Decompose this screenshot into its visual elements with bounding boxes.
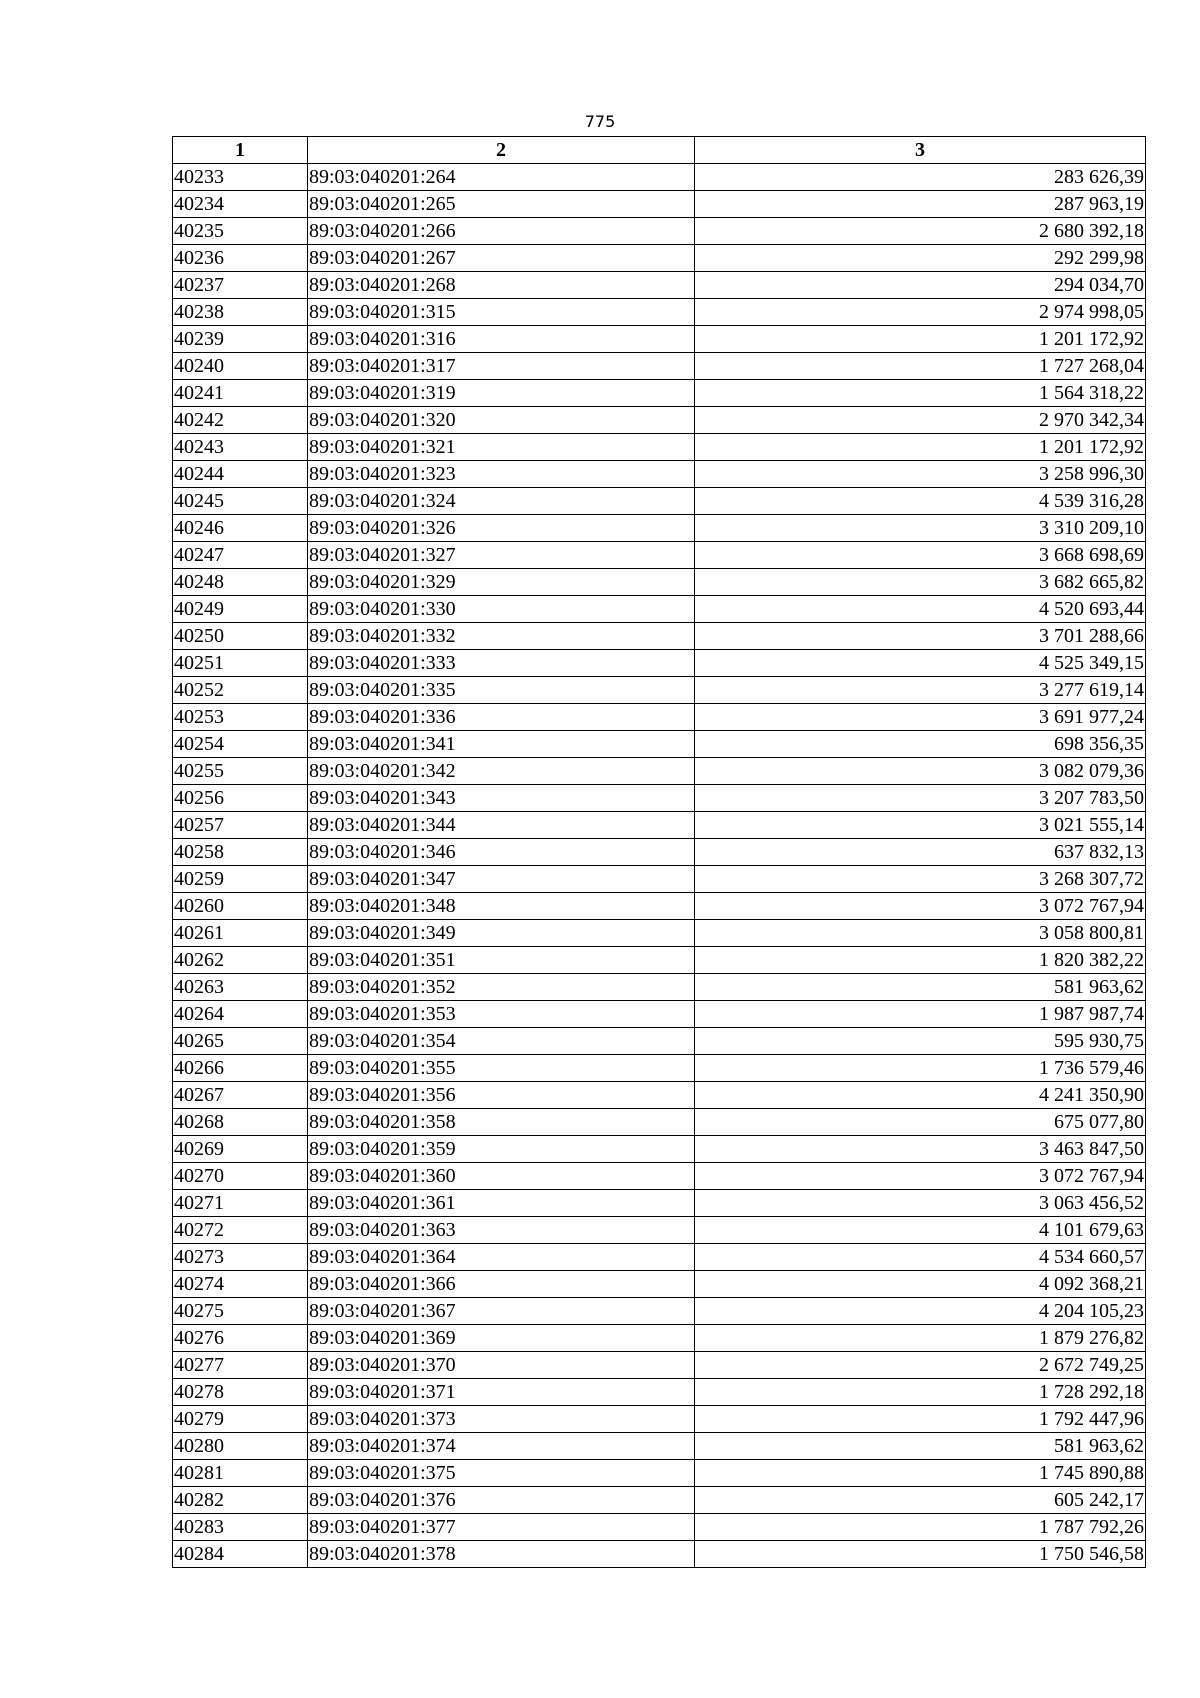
row-number-cell: 40271 <box>173 1190 308 1217</box>
row-number-cell: 40278 <box>173 1379 308 1406</box>
row-number-cell: 40259 <box>173 866 308 893</box>
cadastral-number-cell: 89:03:040201:323 <box>308 461 695 488</box>
cadastral-value-cell: 698 356,35 <box>695 731 1146 758</box>
row-number-cell: 40239 <box>173 326 308 353</box>
column-header-3: 3 <box>695 137 1146 164</box>
cadastral-value-cell: 3 668 698,69 <box>695 542 1146 569</box>
cadastral-number-cell: 89:03:040201:377 <box>308 1514 695 1541</box>
cadastral-number-cell: 89:03:040201:317 <box>308 353 695 380</box>
cadastral-number-cell: 89:03:040201:376 <box>308 1487 695 1514</box>
row-number-cell: 40279 <box>173 1406 308 1433</box>
table-row <box>173 245 1146 272</box>
row-number-cell: 40241 <box>173 380 308 407</box>
cadastral-value-cell: 1 792 447,96 <box>695 1406 1146 1433</box>
cadastral-number-cell: 89:03:040201:319 <box>308 380 695 407</box>
cadastral-value-cell: 1 564 318,22 <box>695 380 1146 407</box>
table-row <box>173 434 1146 461</box>
row-number-cell: 40280 <box>173 1433 308 1460</box>
cadastral-value-table <box>172 136 1146 1568</box>
cadastral-value-cell: 3 072 767,94 <box>695 893 1146 920</box>
cadastral-value-cell: 1 879 276,82 <box>695 1325 1146 1352</box>
cadastral-number-cell: 89:03:040201:360 <box>308 1163 695 1190</box>
table-row <box>173 353 1146 380</box>
table-header <box>173 137 1146 164</box>
table-row <box>173 1325 1146 1352</box>
cadastral-value-cell: 1 745 890,88 <box>695 1460 1146 1487</box>
cadastral-value-cell: 1 820 382,22 <box>695 947 1146 974</box>
cadastral-value-cell: 3 691 977,24 <box>695 704 1146 731</box>
cadastral-value-cell: 637 832,13 <box>695 839 1146 866</box>
table-row <box>173 704 1146 731</box>
table-row <box>173 920 1146 947</box>
table-row <box>173 299 1146 326</box>
table-row <box>173 1217 1146 1244</box>
cadastral-value-cell: 3 072 767,94 <box>695 1163 1146 1190</box>
cadastral-number-cell: 89:03:040201:347 <box>308 866 695 893</box>
cadastral-number-cell: 89:03:040201:359 <box>308 1136 695 1163</box>
cadastral-number-cell: 89:03:040201:378 <box>308 1541 695 1568</box>
cadastral-number-cell: 89:03:040201:346 <box>308 839 695 866</box>
cadastral-value-cell: 3 682 665,82 <box>695 569 1146 596</box>
cadastral-number-cell: 89:03:040201:326 <box>308 515 695 542</box>
table-row <box>173 1379 1146 1406</box>
cadastral-value-cell: 3 063 456,52 <box>695 1190 1146 1217</box>
cadastral-value-cell: 3 310 209,10 <box>695 515 1146 542</box>
cadastral-value-cell: 4 101 679,63 <box>695 1217 1146 1244</box>
table-row <box>173 758 1146 785</box>
cadastral-value-cell: 4 241 350,90 <box>695 1082 1146 1109</box>
cadastral-value-cell: 283 626,39 <box>695 164 1146 191</box>
table-row <box>173 191 1146 218</box>
table-row <box>173 1190 1146 1217</box>
cadastral-value-cell: 2 680 392,18 <box>695 218 1146 245</box>
table-row <box>173 1514 1146 1541</box>
cadastral-value-cell: 1 201 172,92 <box>695 326 1146 353</box>
row-number-cell: 40270 <box>173 1163 308 1190</box>
row-number-cell: 40284 <box>173 1541 308 1568</box>
cadastral-value-cell: 3 021 555,14 <box>695 812 1146 839</box>
row-number-cell: 40235 <box>173 218 308 245</box>
cadastral-number-cell: 89:03:040201:336 <box>308 704 695 731</box>
table-row <box>173 1433 1146 1460</box>
row-number-cell: 40240 <box>173 353 308 380</box>
table-row <box>173 515 1146 542</box>
row-number-cell: 40276 <box>173 1325 308 1352</box>
cadastral-number-cell: 89:03:040201:361 <box>308 1190 695 1217</box>
table-row <box>173 1244 1146 1271</box>
row-number-cell: 40275 <box>173 1298 308 1325</box>
table-row <box>173 164 1146 191</box>
cadastral-number-cell: 89:03:040201:366 <box>308 1271 695 1298</box>
cadastral-value-cell: 4 092 368,21 <box>695 1271 1146 1298</box>
row-number-cell: 40236 <box>173 245 308 272</box>
cadastral-number-cell: 89:03:040201:342 <box>308 758 695 785</box>
cadastral-number-cell: 89:03:040201:367 <box>308 1298 695 1325</box>
cadastral-value-cell: 605 242,17 <box>695 1487 1146 1514</box>
cadastral-number-cell: 89:03:040201:315 <box>308 299 695 326</box>
cadastral-value-cell: 3 258 996,30 <box>695 461 1146 488</box>
row-number-cell: 40251 <box>173 650 308 677</box>
cadastral-value-cell: 287 963,19 <box>695 191 1146 218</box>
cadastral-value-cell: 595 930,75 <box>695 1028 1146 1055</box>
cadastral-value-cell: 3 277 619,14 <box>695 677 1146 704</box>
cadastral-value-cell: 581 963,62 <box>695 974 1146 1001</box>
cadastral-number-cell: 89:03:040201:335 <box>308 677 695 704</box>
row-number-cell: 40247 <box>173 542 308 569</box>
header-row <box>173 137 1146 164</box>
cadastral-value-cell: 294 034,70 <box>695 272 1146 299</box>
table-row <box>173 812 1146 839</box>
table-row <box>173 650 1146 677</box>
cadastral-number-cell: 89:03:040201:316 <box>308 326 695 353</box>
table-row <box>173 1136 1146 1163</box>
table-row <box>173 326 1146 353</box>
table-body <box>173 164 1146 1568</box>
column-header-2: 2 <box>308 137 695 164</box>
table-row <box>173 272 1146 299</box>
cadastral-number-cell: 89:03:040201:266 <box>308 218 695 245</box>
cadastral-number-cell: 89:03:040201:356 <box>308 1082 695 1109</box>
cadastral-number-cell: 89:03:040201:330 <box>308 596 695 623</box>
cadastral-number-cell: 89:03:040201:343 <box>308 785 695 812</box>
cadastral-number-cell: 89:03:040201:355 <box>308 1055 695 1082</box>
cadastral-number-cell: 89:03:040201:373 <box>308 1406 695 1433</box>
table-row <box>173 974 1146 1001</box>
cadastral-value-cell: 1 787 792,26 <box>695 1514 1146 1541</box>
cadastral-number-cell: 89:03:040201:320 <box>308 407 695 434</box>
cadastral-number-cell: 89:03:040201:371 <box>308 1379 695 1406</box>
cadastral-value-cell: 292 299,98 <box>695 245 1146 272</box>
row-number-cell: 40269 <box>173 1136 308 1163</box>
row-number-cell: 40233 <box>173 164 308 191</box>
table-row <box>173 1082 1146 1109</box>
cadastral-value-cell: 1 736 579,46 <box>695 1055 1146 1082</box>
cadastral-value-cell: 1 750 546,58 <box>695 1541 1146 1568</box>
cadastral-number-cell: 89:03:040201:332 <box>308 623 695 650</box>
row-number-cell: 40245 <box>173 488 308 515</box>
cadastral-number-cell: 89:03:040201:333 <box>308 650 695 677</box>
table-row <box>173 893 1146 920</box>
cadastral-number-cell: 89:03:040201:351 <box>308 947 695 974</box>
cadastral-value-cell: 675 077,80 <box>695 1109 1146 1136</box>
row-number-cell: 40264 <box>173 1001 308 1028</box>
cadastral-number-cell: 89:03:040201:321 <box>308 434 695 461</box>
cadastral-value-cell: 1 728 292,18 <box>695 1379 1146 1406</box>
table-row <box>173 1055 1146 1082</box>
cadastral-number-cell: 89:03:040201:265 <box>308 191 695 218</box>
cadastral-value-cell: 4 525 349,15 <box>695 650 1146 677</box>
table-row <box>173 1109 1146 1136</box>
row-number-cell: 40243 <box>173 434 308 461</box>
row-number-cell: 40252 <box>173 677 308 704</box>
row-number-cell: 40272 <box>173 1217 308 1244</box>
cadastral-number-cell: 89:03:040201:268 <box>308 272 695 299</box>
cadastral-number-cell: 89:03:040201:341 <box>308 731 695 758</box>
row-number-cell: 40266 <box>173 1055 308 1082</box>
cadastral-value-cell: 1 727 268,04 <box>695 353 1146 380</box>
cadastral-number-cell: 89:03:040201:353 <box>308 1001 695 1028</box>
table-row <box>173 407 1146 434</box>
table-row <box>173 218 1146 245</box>
table-row <box>173 1460 1146 1487</box>
page-number: 775 <box>584 112 616 131</box>
row-number-cell: 40253 <box>173 704 308 731</box>
table-row <box>173 461 1146 488</box>
table-row <box>173 488 1146 515</box>
cadastral-number-cell: 89:03:040201:354 <box>308 1028 695 1055</box>
cadastral-number-cell: 89:03:040201:364 <box>308 1244 695 1271</box>
row-number-cell: 40262 <box>173 947 308 974</box>
cadastral-value-cell: 3 701 288,66 <box>695 623 1146 650</box>
table-row <box>173 1298 1146 1325</box>
row-number-cell: 40234 <box>173 191 308 218</box>
row-number-cell: 40281 <box>173 1460 308 1487</box>
cadastral-value-cell: 2 672 749,25 <box>695 1352 1146 1379</box>
row-number-cell: 40250 <box>173 623 308 650</box>
row-number-cell: 40282 <box>173 1487 308 1514</box>
table-row <box>173 1271 1146 1298</box>
row-number-cell: 40238 <box>173 299 308 326</box>
cadastral-number-cell: 89:03:040201:369 <box>308 1325 695 1352</box>
cadastral-number-cell: 89:03:040201:327 <box>308 542 695 569</box>
cadastral-value-cell: 1 987 987,74 <box>695 1001 1146 1028</box>
row-number-cell: 40263 <box>173 974 308 1001</box>
table-row <box>173 1352 1146 1379</box>
cadastral-value-cell: 3 268 307,72 <box>695 866 1146 893</box>
cadastral-number-cell: 89:03:040201:267 <box>308 245 695 272</box>
table-row <box>173 677 1146 704</box>
row-number-cell: 40248 <box>173 569 308 596</box>
table-row <box>173 866 1146 893</box>
cadastral-value-cell: 4 534 660,57 <box>695 1244 1146 1271</box>
table-row <box>173 1001 1146 1028</box>
row-number-cell: 40261 <box>173 920 308 947</box>
cadastral-number-cell: 89:03:040201:363 <box>308 1217 695 1244</box>
row-number-cell: 40258 <box>173 839 308 866</box>
table-row <box>173 785 1146 812</box>
cadastral-number-cell: 89:03:040201:358 <box>308 1109 695 1136</box>
cadastral-number-cell: 89:03:040201:370 <box>308 1352 695 1379</box>
cadastral-value-cell: 3 463 847,50 <box>695 1136 1146 1163</box>
table-row <box>173 1028 1146 1055</box>
cadastral-number-cell: 89:03:040201:374 <box>308 1433 695 1460</box>
row-number-cell: 40265 <box>173 1028 308 1055</box>
cadastral-value-cell: 4 539 316,28 <box>695 488 1146 515</box>
cadastral-number-cell: 89:03:040201:264 <box>308 164 695 191</box>
cadastral-number-cell: 89:03:040201:352 <box>308 974 695 1001</box>
row-number-cell: 40237 <box>173 272 308 299</box>
table-row <box>173 1406 1146 1433</box>
table-row <box>173 1163 1146 1190</box>
cadastral-value-cell: 581 963,62 <box>695 1433 1146 1460</box>
row-number-cell: 40244 <box>173 461 308 488</box>
cadastral-number-cell: 89:03:040201:344 <box>308 812 695 839</box>
table-row <box>173 1541 1146 1568</box>
row-number-cell: 40257 <box>173 812 308 839</box>
cadastral-number-cell: 89:03:040201:349 <box>308 920 695 947</box>
row-number-cell: 40242 <box>173 407 308 434</box>
cadastral-value-cell: 4 204 105,23 <box>695 1298 1146 1325</box>
cadastral-value-cell: 2 970 342,34 <box>695 407 1146 434</box>
row-number-cell: 40260 <box>173 893 308 920</box>
row-number-cell: 40249 <box>173 596 308 623</box>
cadastral-value-cell: 2 974 998,05 <box>695 299 1146 326</box>
cadastral-number-cell: 89:03:040201:324 <box>308 488 695 515</box>
table-row <box>173 731 1146 758</box>
row-number-cell: 40255 <box>173 758 308 785</box>
cadastral-value-cell: 1 201 172,92 <box>695 434 1146 461</box>
cadastral-number-cell: 89:03:040201:348 <box>308 893 695 920</box>
cadastral-value-cell: 3 058 800,81 <box>695 920 1146 947</box>
cadastral-value-cell: 3 082 079,36 <box>695 758 1146 785</box>
row-number-cell: 40256 <box>173 785 308 812</box>
row-number-cell: 40246 <box>173 515 308 542</box>
table-row <box>173 1487 1146 1514</box>
table-row <box>173 569 1146 596</box>
table-row <box>173 839 1146 866</box>
row-number-cell: 40274 <box>173 1271 308 1298</box>
row-number-cell: 40277 <box>173 1352 308 1379</box>
row-number-cell: 40254 <box>173 731 308 758</box>
row-number-cell: 40268 <box>173 1109 308 1136</box>
column-header-1: 1 <box>173 137 308 164</box>
row-number-cell: 40283 <box>173 1514 308 1541</box>
row-number-cell: 40273 <box>173 1244 308 1271</box>
table-row <box>173 542 1146 569</box>
table-row <box>173 947 1146 974</box>
row-number-cell: 40267 <box>173 1082 308 1109</box>
table-row <box>173 380 1146 407</box>
cadastral-value-cell: 3 207 783,50 <box>695 785 1146 812</box>
cadastral-number-cell: 89:03:040201:375 <box>308 1460 695 1487</box>
table-row <box>173 623 1146 650</box>
table-row <box>173 596 1146 623</box>
cadastral-value-cell: 4 520 693,44 <box>695 596 1146 623</box>
cadastral-number-cell: 89:03:040201:329 <box>308 569 695 596</box>
